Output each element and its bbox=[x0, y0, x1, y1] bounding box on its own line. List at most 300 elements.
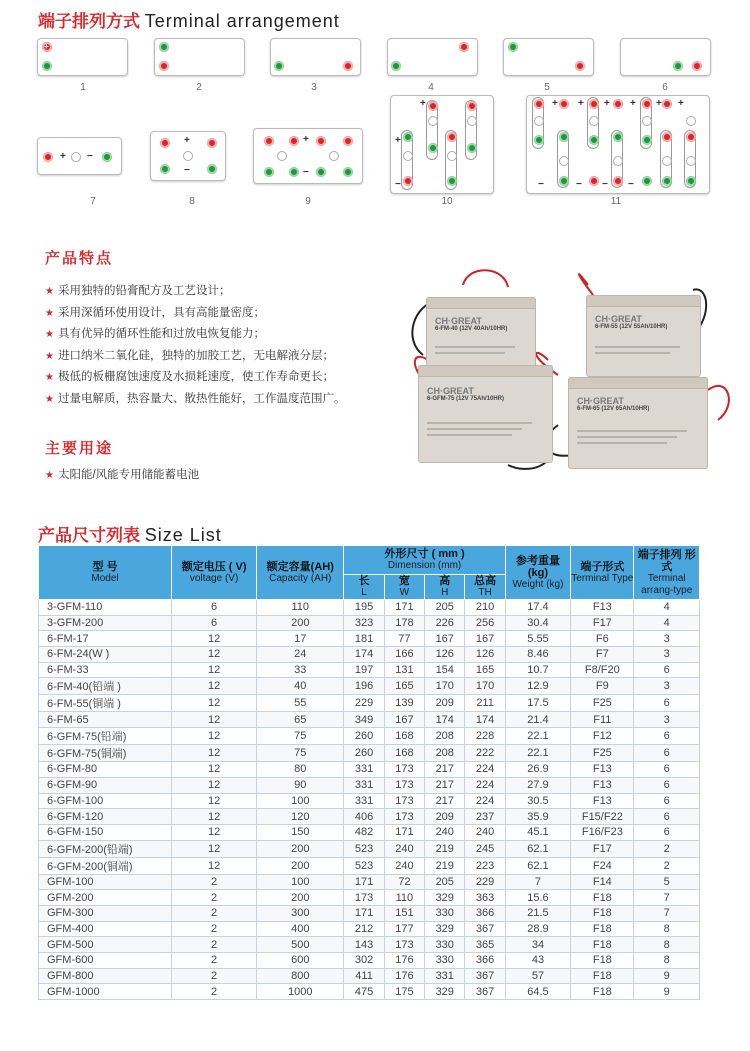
table-cell: 178 bbox=[384, 615, 424, 631]
table-cell: 6-GFM-120 bbox=[39, 809, 172, 825]
table-cell: 2 bbox=[172, 953, 257, 969]
table-cell: 224 bbox=[465, 793, 505, 809]
table-cell: 167 bbox=[425, 631, 465, 647]
table-cell: 173 bbox=[344, 890, 384, 906]
header-terminal: 端子形式 Terminal Type bbox=[571, 546, 634, 600]
table-cell: 12 bbox=[172, 809, 257, 825]
table-cell: 367 bbox=[465, 984, 505, 1000]
table-cell: 6 bbox=[634, 824, 700, 840]
table-cell: F18 bbox=[571, 968, 634, 984]
table-cell: 330 bbox=[425, 953, 465, 969]
table-cell: 6 bbox=[172, 600, 257, 616]
table-cell: 6 bbox=[634, 777, 700, 793]
header-total-height: 总高 TH bbox=[465, 575, 505, 600]
table-cell: 217 bbox=[425, 777, 465, 793]
table-cell: 331 bbox=[344, 777, 384, 793]
table-cell: 208 bbox=[425, 745, 465, 762]
table-cell: 12 bbox=[172, 728, 257, 745]
table-cell: 3 bbox=[634, 678, 700, 695]
star-icon: ★ bbox=[45, 350, 54, 362]
table-cell: F17 bbox=[571, 615, 634, 631]
table-cell: F18 bbox=[571, 937, 634, 953]
table-cell: 330 bbox=[425, 937, 465, 953]
table-cell: 17 bbox=[257, 631, 344, 647]
table-cell: 168 bbox=[384, 728, 424, 745]
table-cell: 65 bbox=[257, 712, 344, 728]
table-cell: 7 bbox=[634, 905, 700, 921]
table-row bbox=[39, 745, 700, 762]
table-cell: 245 bbox=[465, 840, 505, 857]
feature-item: ★ 采用深循环使用设计，具有高能量密度； bbox=[45, 306, 265, 319]
header-height: 高 H bbox=[425, 575, 465, 600]
table-cell: 57 bbox=[505, 968, 570, 984]
table-cell: F25 bbox=[571, 745, 634, 762]
header-dimension: 外形尺寸 ( mm ) Dimension (mm) bbox=[344, 546, 505, 575]
table-cell: GFM-300 bbox=[39, 905, 172, 921]
terminal-number-2: 2 bbox=[196, 82, 202, 93]
table-cell: 6-FM-40(铅端 ) bbox=[39, 678, 172, 695]
star-icon: ★ bbox=[45, 372, 54, 383]
table-cell: 12 bbox=[172, 857, 257, 874]
table-cell: 212 bbox=[344, 921, 384, 937]
table-cell: 211 bbox=[465, 695, 505, 712]
uses-heading: 主要用途 bbox=[45, 440, 114, 457]
table-cell: F9 bbox=[571, 678, 634, 695]
star-icon: ★ bbox=[45, 286, 54, 297]
terminal-number-7: 7 bbox=[90, 196, 96, 207]
table-cell: 6-GFM-100 bbox=[39, 793, 172, 809]
table-cell: 197 bbox=[344, 662, 384, 678]
table-cell: 33 bbox=[257, 662, 344, 678]
table-cell: 12 bbox=[172, 662, 257, 678]
features-heading: 产品特点 bbox=[45, 250, 114, 267]
table-cell: 15.6 bbox=[505, 890, 570, 906]
table-cell: 209 bbox=[425, 809, 465, 825]
terminal-number-10: 10 bbox=[441, 196, 453, 207]
table-cell: 12 bbox=[172, 777, 257, 793]
table-cell: 171 bbox=[384, 824, 424, 840]
table-cell: F8/F20 bbox=[571, 662, 634, 678]
table-cell: 195 bbox=[344, 600, 384, 616]
table-cell: 223 bbox=[465, 857, 505, 874]
table-cell: F12 bbox=[571, 728, 634, 745]
table-row bbox=[39, 647, 700, 663]
table-cell: 12 bbox=[172, 712, 257, 728]
table-cell: F24 bbox=[571, 857, 634, 874]
table-row bbox=[39, 793, 700, 809]
table-cell: 9 bbox=[634, 968, 700, 984]
table-row bbox=[39, 857, 700, 874]
table-cell: 228 bbox=[465, 728, 505, 745]
table-cell: 30.5 bbox=[505, 793, 570, 809]
table-cell: 170 bbox=[425, 678, 465, 695]
table-cell: 12 bbox=[172, 840, 257, 857]
table-cell: 6-GFM-150 bbox=[39, 824, 172, 840]
table-row bbox=[39, 631, 700, 647]
table-cell: 34 bbox=[505, 937, 570, 953]
feature-item: ★ 极低的板栅腐蚀速度及水损耗速度，使工作寿命更长； bbox=[45, 371, 334, 383]
table-cell: 174 bbox=[425, 712, 465, 728]
table-cell: 165 bbox=[465, 662, 505, 678]
table-cell: 3 bbox=[634, 631, 700, 647]
table-row bbox=[39, 695, 700, 712]
header-model: 型 号 Model bbox=[39, 546, 172, 600]
table-row bbox=[39, 953, 700, 969]
table-cell: 168 bbox=[384, 745, 424, 762]
header-capacity: 额定容量(AH) Capacity (AH) bbox=[257, 546, 344, 600]
table-cell: 366 bbox=[465, 905, 505, 921]
table-cell: F18 bbox=[571, 890, 634, 906]
table-cell: 30.4 bbox=[505, 615, 570, 631]
header-width: 宽 W bbox=[384, 575, 424, 600]
table-row bbox=[39, 678, 700, 695]
table-cell: 10.7 bbox=[505, 662, 570, 678]
table-cell: 62.1 bbox=[505, 840, 570, 857]
table-cell: 323 bbox=[344, 615, 384, 631]
table-cell: 6 bbox=[634, 662, 700, 678]
table-cell: 8.46 bbox=[505, 647, 570, 663]
size-heading-cn: 产品尺寸列表 bbox=[38, 526, 140, 545]
table-row bbox=[39, 824, 700, 840]
size-list-heading bbox=[38, 521, 222, 546]
table-cell: 500 bbox=[257, 937, 344, 953]
table-row bbox=[39, 600, 700, 616]
table-cell: 139 bbox=[384, 695, 424, 712]
table-cell: 6-FM-55(铜端 ) bbox=[39, 695, 172, 712]
table-cell: F13 bbox=[571, 793, 634, 809]
table-cell: 200 bbox=[257, 840, 344, 857]
table-cell: 35.9 bbox=[505, 809, 570, 825]
star-icon: ★ bbox=[45, 470, 54, 481]
table-cell: 329 bbox=[425, 890, 465, 906]
table-cell: 6-FM-33 bbox=[39, 662, 172, 678]
table-row bbox=[39, 662, 700, 678]
table-cell: 331 bbox=[425, 968, 465, 984]
table-cell: 800 bbox=[257, 968, 344, 984]
table-cell: 12.9 bbox=[505, 678, 570, 695]
table-cell: 411 bbox=[344, 968, 384, 984]
heading-en: Terminal arrangement bbox=[144, 11, 340, 31]
table-cell: F13 bbox=[571, 777, 634, 793]
header-arrange: 端子排列 形式 Terminal arrang-type bbox=[634, 546, 700, 600]
table-cell: 363 bbox=[465, 890, 505, 906]
table-cell: 6 bbox=[634, 695, 700, 712]
table-cell: 365 bbox=[465, 937, 505, 953]
table-cell: 8 bbox=[634, 937, 700, 953]
table-cell: 329 bbox=[425, 921, 465, 937]
table-cell: 55 bbox=[257, 695, 344, 712]
table-cell: 400 bbox=[257, 921, 344, 937]
table-cell: 240 bbox=[384, 857, 424, 874]
table-cell: 12 bbox=[172, 824, 257, 840]
table-cell: 240 bbox=[465, 824, 505, 840]
table-cell: 43 bbox=[505, 953, 570, 969]
table-cell: 166 bbox=[384, 647, 424, 663]
table-cell: 205 bbox=[425, 874, 465, 890]
table-cell: 523 bbox=[344, 857, 384, 874]
table-row bbox=[39, 874, 700, 890]
feature-item: ★ 过量电解质，热容量大、散热性能好，工作温度范围广。 bbox=[45, 392, 346, 405]
table-cell: 219 bbox=[425, 840, 465, 857]
table-cell: F15/F22 bbox=[571, 809, 634, 825]
table-cell: 256 bbox=[465, 615, 505, 631]
table-cell: F7 bbox=[571, 647, 634, 663]
table-cell: 28.9 bbox=[505, 921, 570, 937]
table-cell: 167 bbox=[384, 712, 424, 728]
table-cell: 12 bbox=[172, 745, 257, 762]
table-cell: F16/F23 bbox=[571, 824, 634, 840]
table-cell: 7 bbox=[505, 874, 570, 890]
table-cell: 226 bbox=[425, 615, 465, 631]
table-cell: 100 bbox=[257, 874, 344, 890]
table-cell: GFM-400 bbox=[39, 921, 172, 937]
terminal-number-9: 9 bbox=[305, 196, 311, 207]
table-cell: F13 bbox=[571, 600, 634, 616]
table-cell: 12 bbox=[172, 695, 257, 712]
table-cell: 6 bbox=[634, 762, 700, 778]
table-row bbox=[39, 762, 700, 778]
table-cell: 3-GFM-110 bbox=[39, 600, 172, 616]
table-cell: 173 bbox=[384, 809, 424, 825]
table-cell: 110 bbox=[257, 600, 344, 616]
table-cell: 167 bbox=[465, 631, 505, 647]
table-cell: 2 bbox=[172, 968, 257, 984]
table-cell: 171 bbox=[344, 905, 384, 921]
table-cell: F13 bbox=[571, 762, 634, 778]
use-item: ★ 太阳能/风能专用储能蓄电池 bbox=[45, 469, 200, 481]
table-cell: 224 bbox=[465, 762, 505, 778]
table-cell: 3 bbox=[634, 712, 700, 728]
star-icon: ★ bbox=[45, 393, 54, 405]
table-cell: 110 bbox=[384, 890, 424, 906]
table-cell: 171 bbox=[344, 874, 384, 890]
terminal-number-8: 8 bbox=[189, 196, 195, 207]
table-cell: 90 bbox=[257, 777, 344, 793]
header-weight: 参考重量 (kg) Weight (kg) bbox=[505, 546, 570, 600]
table-cell: F18 bbox=[571, 953, 634, 969]
table-cell: GFM-1000 bbox=[39, 984, 172, 1000]
table-cell: 154 bbox=[425, 662, 465, 678]
heading-cn: 端子排列方式 bbox=[38, 12, 140, 31]
table-cell: 523 bbox=[344, 840, 384, 857]
table-cell: 143 bbox=[344, 937, 384, 953]
table-cell: GFM-800 bbox=[39, 968, 172, 984]
battery-6-fm-55: CH·GREAT 6-FM-55 (12V 55Ah/10HR) bbox=[586, 295, 701, 377]
table-cell: 173 bbox=[384, 762, 424, 778]
table-cell: 26.9 bbox=[505, 762, 570, 778]
table-cell: 6-GFM-200(铅端) bbox=[39, 840, 172, 857]
table-cell: 3-GFM-200 bbox=[39, 615, 172, 631]
table-row bbox=[39, 712, 700, 728]
table-cell: 208 bbox=[425, 728, 465, 745]
table-cell: 45.1 bbox=[505, 824, 570, 840]
table-cell: 224 bbox=[465, 777, 505, 793]
table-cell: 237 bbox=[465, 809, 505, 825]
table-row bbox=[39, 968, 700, 984]
table-cell: 170 bbox=[465, 678, 505, 695]
table-cell: 482 bbox=[344, 824, 384, 840]
table-cell: 2 bbox=[634, 840, 700, 857]
table-cell: 64.5 bbox=[505, 984, 570, 1000]
battery-product-photo bbox=[408, 265, 738, 475]
table-cell: 165 bbox=[384, 678, 424, 695]
table-cell: 12 bbox=[172, 793, 257, 809]
table-cell: 217 bbox=[425, 793, 465, 809]
table-row bbox=[39, 921, 700, 937]
table-row bbox=[39, 728, 700, 745]
size-heading-en: Size List bbox=[144, 525, 222, 545]
table-cell: 75 bbox=[257, 728, 344, 745]
table-cell: 2 bbox=[172, 874, 257, 890]
table-cell: 330 bbox=[425, 905, 465, 921]
table-cell: 120 bbox=[257, 809, 344, 825]
table-cell: F17 bbox=[571, 840, 634, 857]
features-list bbox=[45, 281, 345, 410]
table-cell: 62.1 bbox=[505, 857, 570, 874]
header-length: 长 L bbox=[344, 575, 384, 600]
table-cell: 210 bbox=[465, 600, 505, 616]
table-cell: 1000 bbox=[257, 984, 344, 1000]
table-cell: 329 bbox=[425, 984, 465, 1000]
battery-6-gfm-75: CH·GREAT 6-GFM-75 (12V 75Ah/10HR) bbox=[418, 365, 553, 463]
table-cell: 366 bbox=[465, 953, 505, 969]
table-cell: 240 bbox=[425, 824, 465, 840]
terminal-number-3: 3 bbox=[311, 82, 317, 93]
table-cell: 5.55 bbox=[505, 631, 570, 647]
table-cell: 126 bbox=[465, 647, 505, 663]
table-cell: 240 bbox=[384, 840, 424, 857]
table-cell: GFM-500 bbox=[39, 937, 172, 953]
table-cell: 173 bbox=[384, 793, 424, 809]
table-cell: 205 bbox=[425, 600, 465, 616]
table-cell: 200 bbox=[257, 857, 344, 874]
table-cell: 2 bbox=[634, 857, 700, 874]
table-cell: F18 bbox=[571, 921, 634, 937]
header-voltage: 额定电压 ( V) voltage (V) bbox=[172, 546, 257, 600]
feature-item: ★ 进口纳米二氧化硅，独特的加胶工艺，无电解液分层； bbox=[45, 349, 334, 362]
table-cell: F14 bbox=[571, 874, 634, 890]
table-row bbox=[39, 615, 700, 631]
table-cell: 6-FM-24(W ) bbox=[39, 647, 172, 663]
table-cell: 6 bbox=[634, 809, 700, 825]
table-cell: 2 bbox=[172, 937, 257, 953]
table-cell: 176 bbox=[384, 953, 424, 969]
table-row bbox=[39, 984, 700, 1000]
table-row bbox=[39, 777, 700, 793]
table-cell: 6-GFM-80 bbox=[39, 762, 172, 778]
table-cell: 80 bbox=[257, 762, 344, 778]
table-cell: 5 bbox=[634, 874, 700, 890]
table-cell: 4 bbox=[634, 615, 700, 631]
table-cell: 22.1 bbox=[505, 728, 570, 745]
table-cell: 219 bbox=[425, 857, 465, 874]
table-cell: 21.4 bbox=[505, 712, 570, 728]
feature-item: ★ 采用独特的铅膏配方及工艺设计； bbox=[45, 285, 231, 297]
table-cell: 27.9 bbox=[505, 777, 570, 793]
table-cell: 217 bbox=[425, 762, 465, 778]
table-cell: 229 bbox=[344, 695, 384, 712]
table-cell: 131 bbox=[384, 662, 424, 678]
table-cell: 21.5 bbox=[505, 905, 570, 921]
table-row bbox=[39, 937, 700, 953]
table-cell: 100 bbox=[257, 793, 344, 809]
table-cell: 6-GFM-200(铜端) bbox=[39, 857, 172, 874]
table-cell: 72 bbox=[384, 874, 424, 890]
table-cell: 4 bbox=[634, 600, 700, 616]
table-cell: 6-GFM-90 bbox=[39, 777, 172, 793]
terminal-number-1: 1 bbox=[80, 82, 86, 93]
table-cell: 126 bbox=[425, 647, 465, 663]
table-cell: 6-GFM-75(铜端) bbox=[39, 745, 172, 762]
table-cell: F18 bbox=[571, 905, 634, 921]
table-cell: 6 bbox=[634, 728, 700, 745]
table-cell: 600 bbox=[257, 953, 344, 969]
table-cell: F18 bbox=[571, 984, 634, 1000]
table-row bbox=[39, 905, 700, 921]
table-row bbox=[39, 809, 700, 825]
table-cell: 222 bbox=[465, 745, 505, 762]
table-cell: 260 bbox=[344, 745, 384, 762]
table-cell: 17.5 bbox=[505, 695, 570, 712]
table-cell: 6 bbox=[634, 745, 700, 762]
table-cell: 24 bbox=[257, 647, 344, 663]
battery-6-fm-65: CH·GREAT 6-FM-65 (12V 65Ah/10HR) bbox=[568, 377, 708, 469]
table-cell: 6-FM-65 bbox=[39, 712, 172, 728]
terminal-number-5: 5 bbox=[544, 82, 550, 93]
table-cell: 171 bbox=[384, 600, 424, 616]
table-cell: 302 bbox=[344, 953, 384, 969]
table-cell: 6-FM-17 bbox=[39, 631, 172, 647]
table-cell: F11 bbox=[571, 712, 634, 728]
table-cell: 181 bbox=[344, 631, 384, 647]
table-cell: 9 bbox=[634, 984, 700, 1000]
table-cell: 17.4 bbox=[505, 600, 570, 616]
star-icon: ★ bbox=[45, 307, 54, 319]
table-cell: 209 bbox=[425, 695, 465, 712]
table-cell: 3 bbox=[634, 647, 700, 663]
table-cell: 406 bbox=[344, 809, 384, 825]
table-cell: 367 bbox=[465, 968, 505, 984]
table-cell: 2 bbox=[172, 905, 257, 921]
star-icon: ★ bbox=[45, 329, 54, 340]
size-list-table bbox=[38, 545, 700, 1000]
battery-6-fm-40: CH·GREAT 6-FM-40 (12V 40Ah/10HR) bbox=[426, 297, 536, 375]
table-cell: 349 bbox=[344, 712, 384, 728]
table-cell: 151 bbox=[384, 905, 424, 921]
table-cell: 229 bbox=[465, 874, 505, 890]
table-cell: 8 bbox=[634, 953, 700, 969]
table-cell: 2 bbox=[172, 984, 257, 1000]
table-cell: 175 bbox=[384, 984, 424, 1000]
feature-item: ★ 具有优异的循环性能和过放电恢复能力； bbox=[45, 328, 265, 340]
terminal-arrangement-heading bbox=[38, 7, 340, 32]
table-cell: 200 bbox=[257, 615, 344, 631]
table-cell: 2 bbox=[172, 921, 257, 937]
table-cell: 173 bbox=[384, 777, 424, 793]
table-cell: 176 bbox=[384, 968, 424, 984]
table-cell: 8 bbox=[634, 921, 700, 937]
table-cell: 331 bbox=[344, 793, 384, 809]
table-cell: 12 bbox=[172, 647, 257, 663]
table-cell: 173 bbox=[384, 937, 424, 953]
table-cell: 177 bbox=[384, 921, 424, 937]
table-cell: 174 bbox=[465, 712, 505, 728]
table-cell: 260 bbox=[344, 728, 384, 745]
table-cell: 12 bbox=[172, 762, 257, 778]
table-cell: 75 bbox=[257, 745, 344, 762]
terminal-number-6: 6 bbox=[662, 82, 668, 93]
table-cell: 196 bbox=[344, 678, 384, 695]
